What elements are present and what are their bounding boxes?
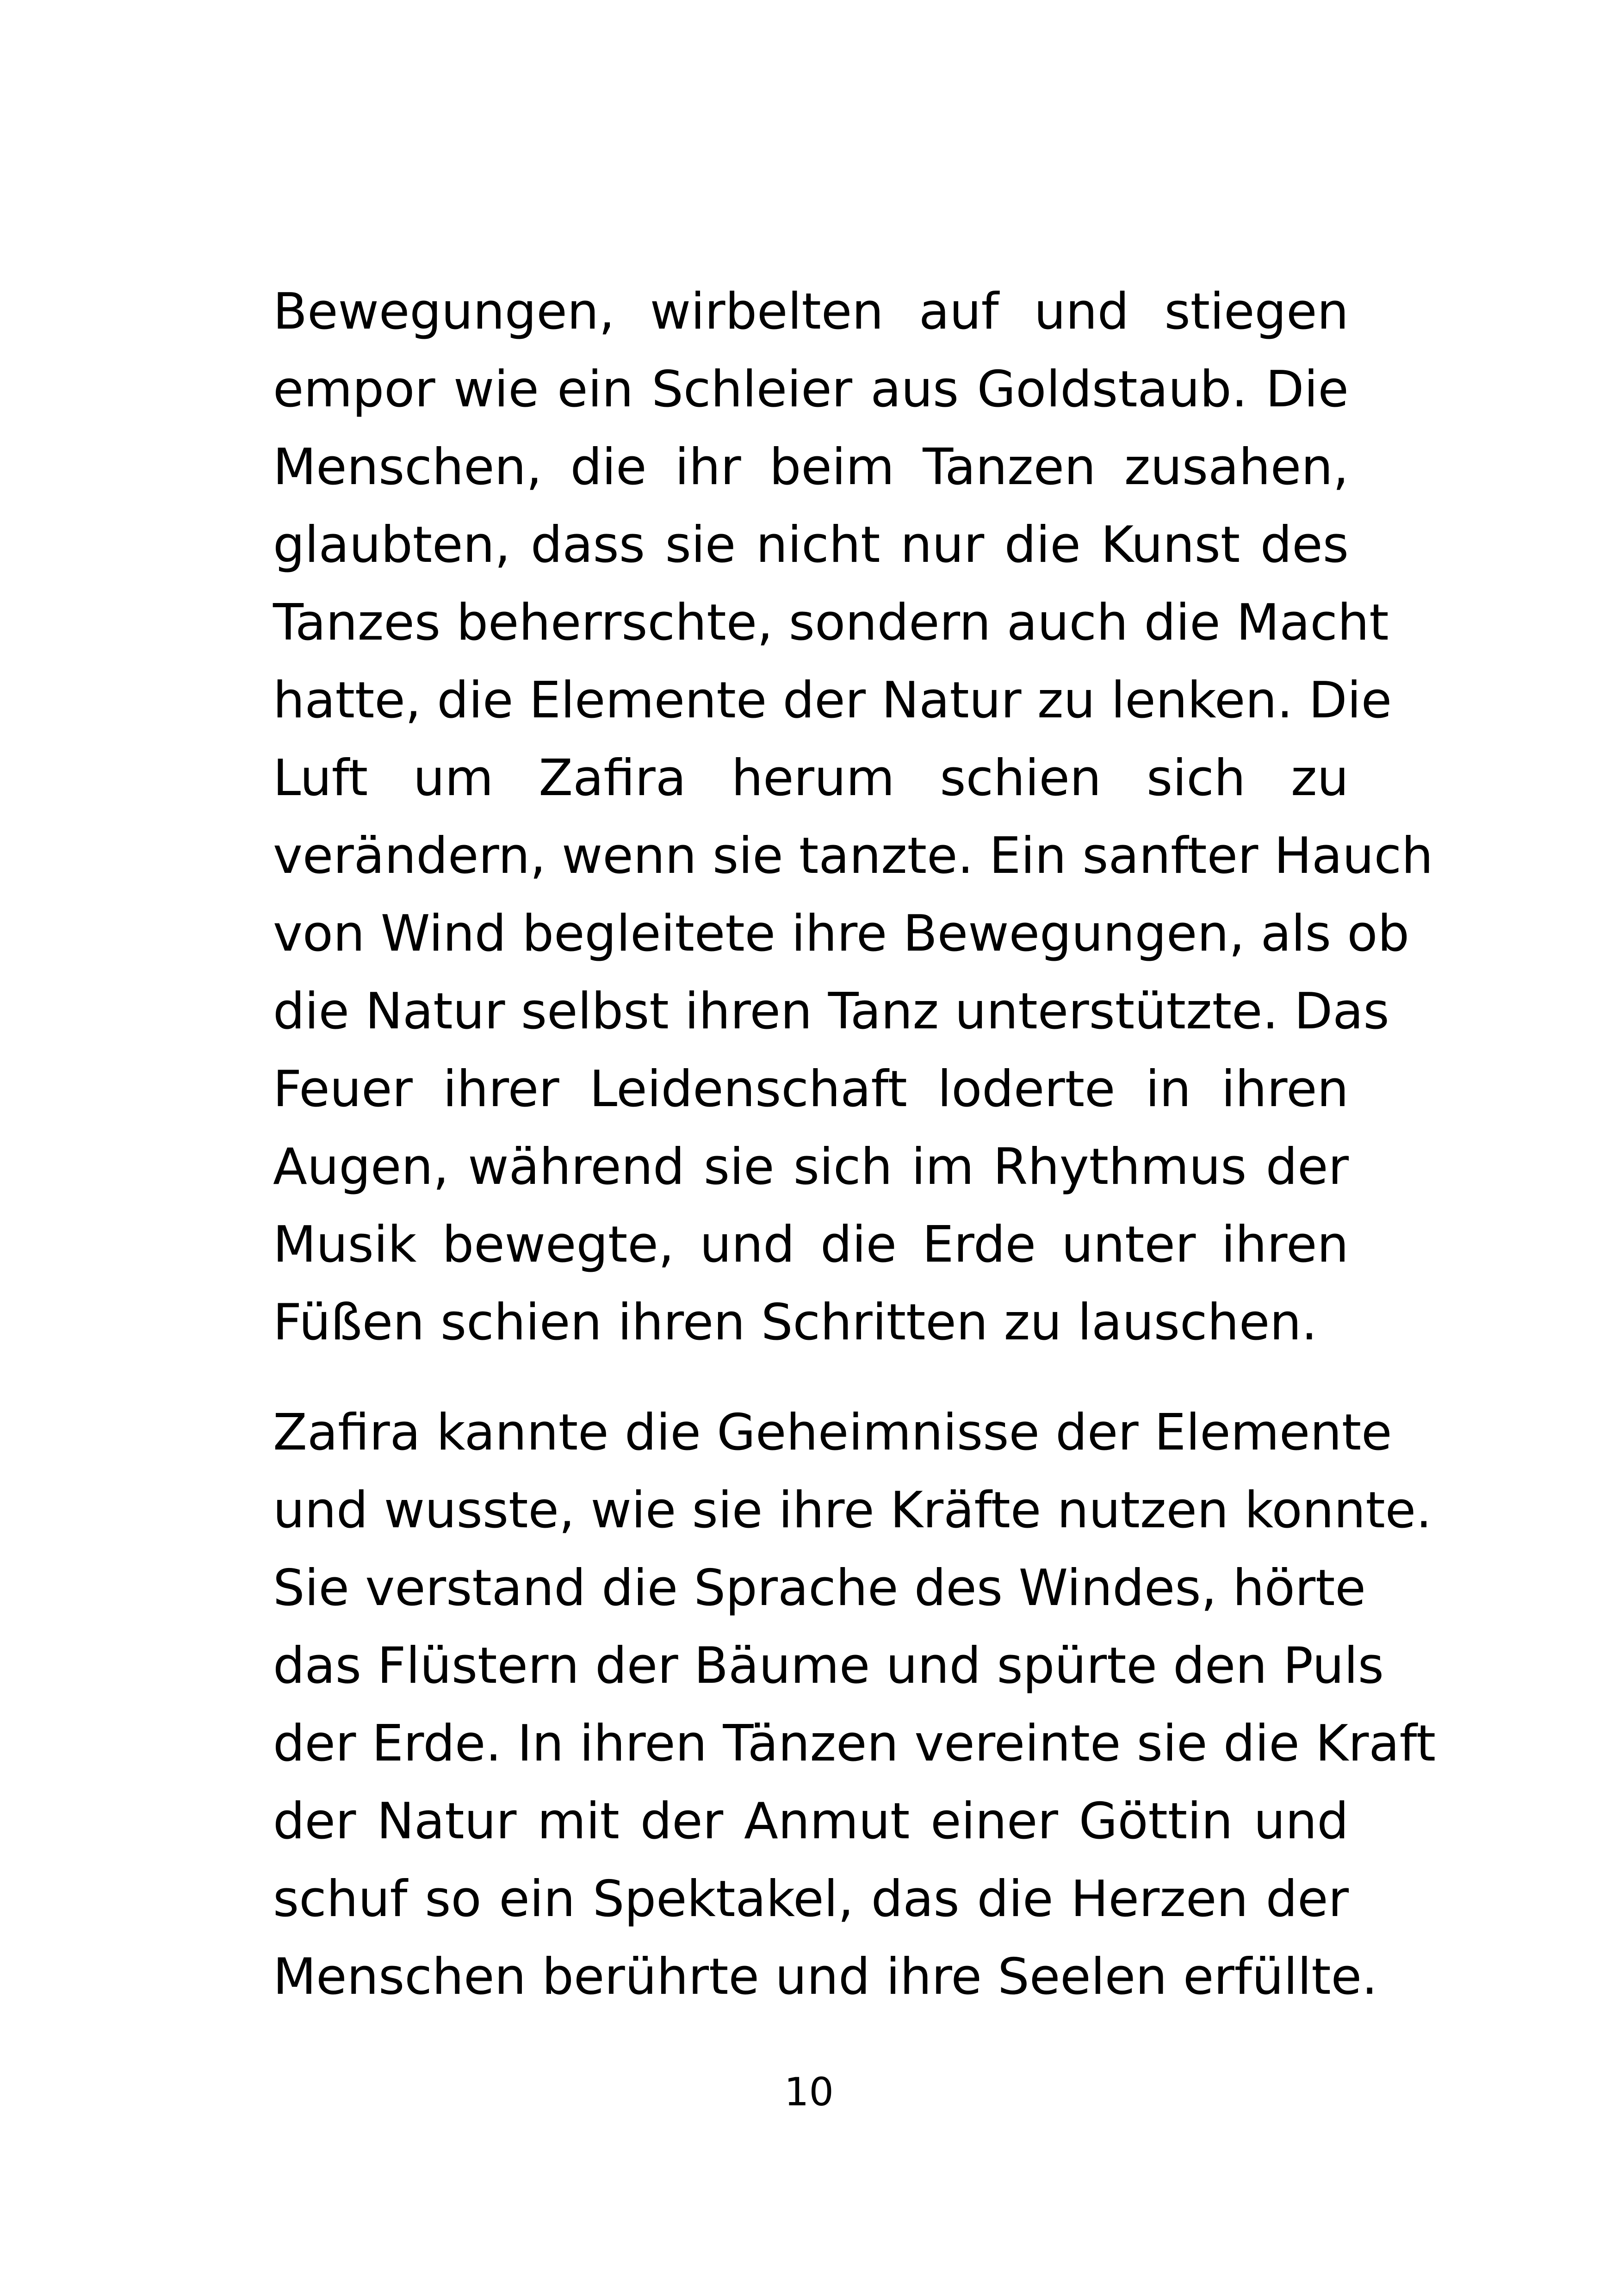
- text-line: Sie verstand die Sprache des Windes, hörte: [273, 1559, 1366, 1617]
- paragraph-spacer: [273, 1362, 1349, 1394]
- text-line: Augen, während sie sich im Rhythmus der: [273, 1138, 1349, 1196]
- text-line: empor wie ein Schleier aus Goldstaub. Die: [273, 361, 1349, 418]
- text-line: von Wind begleitete ihre Bewegungen, als ob: [273, 905, 1409, 963]
- text-line: Tanzes beherrschte, sondern auch die Macht: [273, 594, 1389, 652]
- text-line: und wusste, wie sie ihre Kräfte nutzen konnte.: [273, 1481, 1432, 1539]
- paragraph-2: [273, 1394, 1436, 2016]
- paragraph-1: [273, 273, 1433, 1362]
- body-text: [273, 273, 1436, 2016]
- text-line: Menschen berührte und ihre Seelen erfüllte.: [273, 1948, 1378, 2006]
- text-line: Menschen, die ihr beim Tanzen zusahen,: [273, 438, 1349, 496]
- text-line: schuf so ein Spektakel, das die Herzen der: [273, 1870, 1349, 1928]
- text-line: Zafira kannte die Geheimnisse der Elemente: [273, 1404, 1392, 1462]
- text-line: Bewegungen, wirbelten auf und stiegen: [273, 283, 1349, 341]
- text-line: Füßen schien ihren Schritten zu lauschen.: [273, 1294, 1318, 1351]
- text-line: Luft um Zafira herum schien sich zu: [273, 749, 1349, 807]
- text-line: Feuer ihrer Leidenschaft loderte in ihren: [273, 1060, 1349, 1118]
- text-line: das Flüstern der Bäume und spürte den Puls: [273, 1637, 1384, 1695]
- text-line: der Erde. In ihren Tänzen vereinte sie die Kraft: [273, 1715, 1436, 1773]
- text-line: hatte, die Elemente der Natur zu lenken. Die: [273, 672, 1392, 729]
- text-line: glaubten, dass sie nicht nur die Kunst des: [273, 516, 1349, 574]
- page-number: 10: [784, 2069, 834, 2115]
- text-line: die Natur selbst ihren Tanz unterstützte. Das: [273, 983, 1389, 1040]
- text-line: der Natur mit der Anmut einer Göttin und: [273, 1792, 1349, 1850]
- text-line: Musik bewegte, und die Erde unter ihren: [273, 1216, 1349, 1274]
- text-line: verändern, wenn sie tanzte. Ein sanfter Hauch: [273, 827, 1433, 885]
